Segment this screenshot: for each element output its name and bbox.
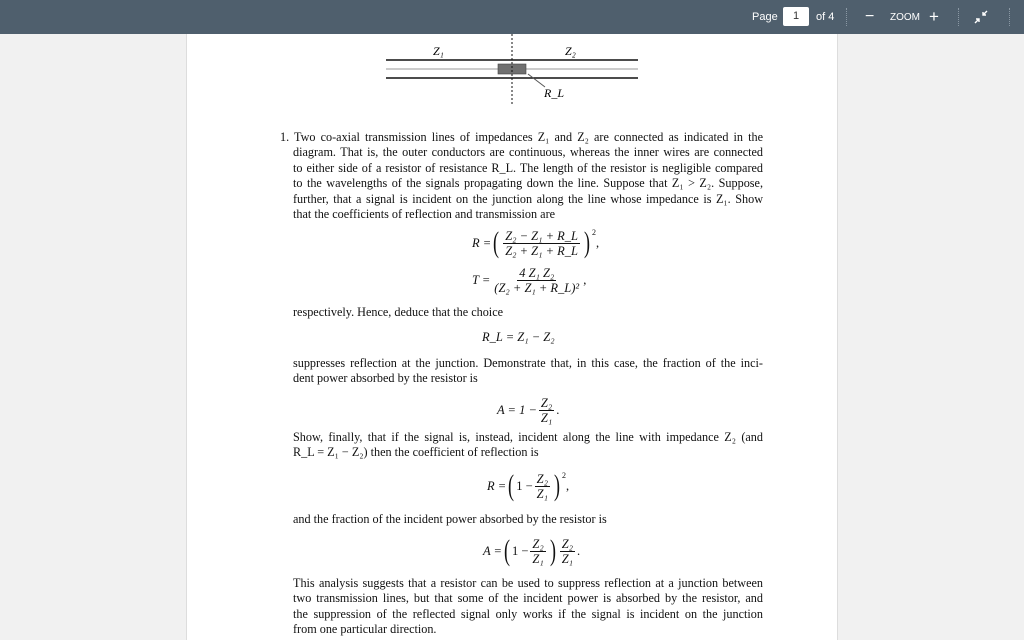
- divider: [958, 8, 959, 26]
- page-label: Page: [752, 11, 778, 23]
- zoom-in-button[interactable]: +: [929, 7, 939, 26]
- equation-transmission: T = $\frac{\text{4 Z₁ Z₂}}{\text{(Z₂ + Z₁ + R\_L)²}}$ ,: [472, 266, 587, 295]
- paragraph-3: suppresses reflection at the junction. Demonstrate that, in this case, the fraction of the inci- dent power absorbed by the resistor is: [293, 356, 763, 386]
- equation-reflection-reverse: R = ( 1 − $\frac{\text{Z₂}}{\text{Z₁}}$ ) $^2$ ,: [487, 469, 570, 502]
- zoom-label: ZOOM: [890, 11, 920, 23]
- paragraph-4: Show, finally, that if the signal is, instead, incident along the line with impedance Z₂ (and R_L = Z₁ − Z₂) then the coefficient of reflection is: [293, 430, 763, 460]
- paragraph-2: respectively. Hence, deduce that the choice: [293, 305, 504, 319]
- zoom-out-button[interactable]: −: [865, 8, 875, 25]
- paragraph-6: This analysis suggests that a resistor can be used to suppress reflection at a junction between two transmission lines, but that some of the incident power is absorbed by the resistor, and the suppression of the reflected signal only works if the signal is incident on the junction from one particular direction.: [293, 576, 763, 637]
- equation-absorbed-2: A = ( 1 − $\frac{\text{Z₂}}{\text{Z₁}}$ ) $\frac{\text{Z₂}}{\text{Z₁}}$ .: [483, 534, 581, 567]
- equation-rl-choice: R_L = Z₁ − Z₂: [482, 330, 555, 344]
- transmission-line-diagram: [380, 34, 650, 106]
- equation-reflection: R = ( $\frac{\text{Z₂ − Z₁ + R\_L}}{\text{Z₂ + Z₁ + R\_L}}$ ) $^2$ ,: [472, 226, 600, 259]
- divider: [1009, 8, 1010, 26]
- z2-label: Z₂: [565, 44, 576, 58]
- z1-label: Z₁: [433, 44, 444, 58]
- equation-absorbed-1: A = 1 − $\frac{\text{Z₂}}{\text{Z₁}}$ .: [497, 396, 560, 425]
- collapse-arrows-icon: [974, 10, 988, 24]
- pdf-toolbar: [0, 0, 1024, 34]
- divider: [846, 8, 847, 26]
- exit-fullscreen-button[interactable]: [974, 0, 988, 34]
- rl-label: R_L: [544, 86, 565, 100]
- page-number-input[interactable]: 1: [783, 7, 809, 26]
- paragraph-5: and the fraction of the incident power absorbed by the resistor is: [293, 512, 607, 526]
- problem-paragraph-1: 1. Two co-axial transmission lines of impedances Z₁ and Z₂ are connected as indicated in the diagram. That is, the outer conductors are continuous, whereas the inner wires are connected to either side of a resistor of resistance R_L. The length of the resistor is negligible compared to the wavelengths of the signals propagating down the line. Suppose that Z₁ > Z₂. Suppose, further, that a signal is incident on the junction along the line whose impedance is Z₁. Show that the coefficients of reflection and transmission are: [280, 130, 763, 221]
- page-count: of 4: [816, 11, 835, 23]
